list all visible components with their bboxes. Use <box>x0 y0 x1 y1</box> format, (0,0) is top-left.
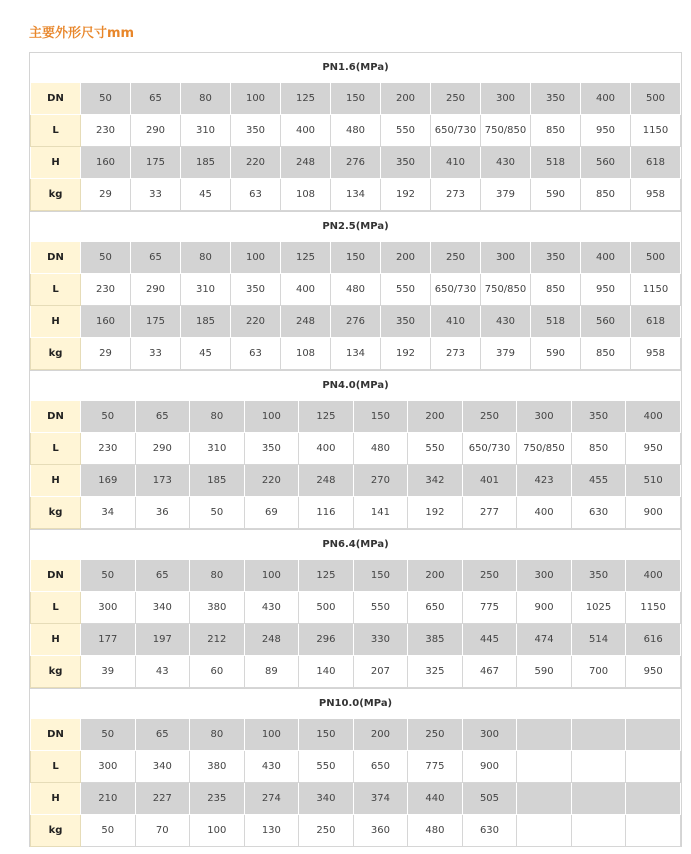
table-cell: 380 <box>190 751 245 783</box>
table-cell: 350 <box>571 560 626 592</box>
table-cell: 33 <box>131 338 181 370</box>
table-cell: 230 <box>81 433 136 465</box>
table-cell: 560 <box>581 147 631 179</box>
table-cell: 276 <box>331 147 381 179</box>
pressure-class-table <box>30 400 681 529</box>
empty-cell <box>571 783 626 815</box>
table-cell: 480 <box>353 433 408 465</box>
table-row <box>31 465 681 497</box>
table-cell: 850 <box>581 338 631 370</box>
table-cell: 200 <box>353 719 408 751</box>
table-cell: 400 <box>626 560 681 592</box>
table-cell: 175 <box>131 147 181 179</box>
table-cell: 250 <box>431 83 481 115</box>
table-cell: 230 <box>81 115 131 147</box>
table-cell: 80 <box>181 83 231 115</box>
table-cell: 310 <box>190 433 245 465</box>
table-cell: 43 <box>135 656 190 688</box>
table-cell: 340 <box>299 783 354 815</box>
table-cell: 65 <box>135 560 190 592</box>
table-cell: 45 <box>181 338 231 370</box>
table-cell: 50 <box>81 560 136 592</box>
table-cell: 34 <box>81 497 136 529</box>
table-cell: 50 <box>81 401 136 433</box>
table-cell: 775 <box>408 751 463 783</box>
table-cell: 401 <box>462 465 517 497</box>
row-label: kg <box>31 179 81 211</box>
table-cell: 618 <box>631 306 681 338</box>
table-cell: 400 <box>517 497 572 529</box>
table-cell: 650/730 <box>462 433 517 465</box>
table-cell: 400 <box>281 115 331 147</box>
table-cell: 173 <box>135 465 190 497</box>
row-label: L <box>31 592 81 624</box>
table-cell: 958 <box>631 179 681 211</box>
table-cell: 630 <box>462 815 517 847</box>
table-row <box>31 751 681 783</box>
table-cell: 100 <box>231 83 281 115</box>
table-row <box>31 719 681 751</box>
row-label: kg <box>31 497 81 529</box>
empty-cell <box>626 783 681 815</box>
pressure-class-table <box>30 241 681 370</box>
table-cell: 1150 <box>631 274 681 306</box>
empty-cell <box>517 751 572 783</box>
row-label: H <box>31 465 81 497</box>
table-cell: 410 <box>431 306 481 338</box>
table-cell: 445 <box>462 624 517 656</box>
table-cell: 950 <box>626 656 681 688</box>
row-label: L <box>31 433 81 465</box>
table-cell: 650 <box>408 592 463 624</box>
table-cell: 65 <box>135 719 190 751</box>
table-cell: 100 <box>244 719 299 751</box>
row-label: L <box>31 274 81 306</box>
table-cell: 248 <box>281 147 331 179</box>
table-cell: 300 <box>81 751 136 783</box>
table-cell: 550 <box>408 433 463 465</box>
row-label: L <box>31 115 81 147</box>
table-cell: 550 <box>381 115 431 147</box>
table-cell: 150 <box>299 719 354 751</box>
table-cell: 200 <box>408 560 463 592</box>
table-cell: 200 <box>381 83 431 115</box>
empty-cell <box>517 815 572 847</box>
table-cell: 250 <box>462 560 517 592</box>
table-cell: 29 <box>81 179 131 211</box>
row-label: kg <box>31 815 81 847</box>
row-label: kg <box>31 338 81 370</box>
table-row <box>31 83 681 115</box>
table-cell: 340 <box>135 592 190 624</box>
table-cell: 379 <box>481 179 531 211</box>
table-cell: 125 <box>299 560 354 592</box>
table-row <box>31 274 681 306</box>
empty-cell <box>571 751 626 783</box>
table-cell: 273 <box>431 179 481 211</box>
table-cell: 150 <box>331 242 381 274</box>
table-cell: 590 <box>517 656 572 688</box>
table-cell: 296 <box>299 624 354 656</box>
table-cell: 235 <box>190 783 245 815</box>
table-cell: 518 <box>531 306 581 338</box>
table-cell: 70 <box>135 815 190 847</box>
table-cell: 45 <box>181 179 231 211</box>
table-cell: 290 <box>131 115 181 147</box>
table-cell: 950 <box>581 115 631 147</box>
table-cell: 60 <box>190 656 245 688</box>
table-cell: 69 <box>244 497 299 529</box>
table-cell: 550 <box>353 592 408 624</box>
table-cell: 160 <box>81 306 131 338</box>
table-cell: 150 <box>331 83 381 115</box>
row-label: H <box>31 624 81 656</box>
table-cell: 116 <box>299 497 354 529</box>
table-cell: 108 <box>281 179 331 211</box>
table-cell: 480 <box>331 274 381 306</box>
dimensions-table <box>29 52 682 847</box>
table-cell: 200 <box>381 242 431 274</box>
section-header: PN2.5(MPa) <box>30 211 681 241</box>
table-cell: 250 <box>408 719 463 751</box>
table-cell: 430 <box>244 592 299 624</box>
table-cell: 590 <box>531 338 581 370</box>
table-cell: 80 <box>190 719 245 751</box>
row-label: DN <box>31 719 81 751</box>
table-cell: 350 <box>381 147 431 179</box>
table-cell: 350 <box>231 274 281 306</box>
table-cell: 350 <box>531 242 581 274</box>
table-row <box>31 624 681 656</box>
table-cell: 900 <box>462 751 517 783</box>
table-cell: 80 <box>190 560 245 592</box>
table-cell: 750/850 <box>517 433 572 465</box>
table-cell: 700 <box>571 656 626 688</box>
table-row <box>31 560 681 592</box>
table-cell: 616 <box>626 624 681 656</box>
table-cell: 80 <box>181 242 231 274</box>
table-cell: 273 <box>431 338 481 370</box>
table-cell: 197 <box>135 624 190 656</box>
table-cell: 430 <box>481 147 531 179</box>
table-cell: 89 <box>244 656 299 688</box>
table-cell: 63 <box>231 179 281 211</box>
table-cell: 50 <box>81 719 136 751</box>
row-label: kg <box>31 656 81 688</box>
table-row <box>31 656 681 688</box>
table-cell: 330 <box>353 624 408 656</box>
table-cell: 300 <box>462 719 517 751</box>
table-cell: 423 <box>517 465 572 497</box>
table-cell: 400 <box>281 274 331 306</box>
table-cell: 385 <box>408 624 463 656</box>
pressure-class-table <box>30 559 681 688</box>
table-cell: 400 <box>299 433 354 465</box>
table-cell: 310 <box>181 274 231 306</box>
table-row <box>31 783 681 815</box>
table-cell: 650/730 <box>431 115 481 147</box>
section-header: PN1.6(MPa) <box>30 52 681 82</box>
table-cell: 950 <box>581 274 631 306</box>
table-cell: 65 <box>131 83 181 115</box>
table-row <box>31 401 681 433</box>
empty-cell <box>571 719 626 751</box>
table-cell: 29 <box>81 338 131 370</box>
table-cell: 141 <box>353 497 408 529</box>
table-cell: 220 <box>231 147 281 179</box>
table-cell: 400 <box>626 401 681 433</box>
table-cell: 185 <box>181 147 231 179</box>
table-cell: 350 <box>244 433 299 465</box>
page-title: 主要外形尺寸mm <box>29 26 135 41</box>
table-cell: 510 <box>626 465 681 497</box>
table-cell: 380 <box>190 592 245 624</box>
table-row <box>31 306 681 338</box>
table-cell: 210 <box>81 783 136 815</box>
table-cell: 550 <box>381 274 431 306</box>
table-cell: 342 <box>408 465 463 497</box>
section-header: PN6.4(MPa) <box>30 529 681 559</box>
table-cell: 192 <box>408 497 463 529</box>
table-cell: 65 <box>135 401 190 433</box>
table-row <box>31 147 681 179</box>
table-cell: 177 <box>81 624 136 656</box>
table-row <box>31 815 681 847</box>
table-cell: 125 <box>281 242 331 274</box>
table-cell: 505 <box>462 783 517 815</box>
table-cell: 618 <box>631 147 681 179</box>
table-cell: 480 <box>331 115 381 147</box>
table-cell: 300 <box>517 560 572 592</box>
table-cell: 310 <box>181 115 231 147</box>
table-cell: 775 <box>462 592 517 624</box>
table-cell: 277 <box>462 497 517 529</box>
table-cell: 100 <box>244 560 299 592</box>
table-cell: 850 <box>581 179 631 211</box>
table-cell: 958 <box>631 338 681 370</box>
table-cell: 1150 <box>631 115 681 147</box>
table-cell: 340 <box>135 751 190 783</box>
table-cell: 350 <box>531 83 581 115</box>
table-cell: 467 <box>462 656 517 688</box>
table-cell: 80 <box>190 401 245 433</box>
row-label: DN <box>31 83 81 115</box>
table-cell: 290 <box>135 433 190 465</box>
table-cell: 514 <box>571 624 626 656</box>
table-cell: 200 <box>408 401 463 433</box>
table-cell: 518 <box>531 147 581 179</box>
table-cell: 430 <box>481 306 531 338</box>
table-cell: 192 <box>381 338 431 370</box>
row-label: L <box>31 751 81 783</box>
table-cell: 300 <box>81 592 136 624</box>
table-cell: 169 <box>81 465 136 497</box>
table-row <box>31 433 681 465</box>
table-cell: 125 <box>299 401 354 433</box>
row-label: H <box>31 147 81 179</box>
table-cell: 150 <box>353 401 408 433</box>
table-cell: 650 <box>353 751 408 783</box>
table-cell: 850 <box>571 433 626 465</box>
table-cell: 1025 <box>571 592 626 624</box>
table-cell: 270 <box>353 465 408 497</box>
table-cell: 36 <box>135 497 190 529</box>
table-cell: 248 <box>281 306 331 338</box>
empty-cell <box>626 719 681 751</box>
table-cell: 50 <box>81 83 131 115</box>
table-cell: 134 <box>331 179 381 211</box>
table-cell: 108 <box>281 338 331 370</box>
table-cell: 290 <box>131 274 181 306</box>
table-cell: 900 <box>517 592 572 624</box>
table-row <box>31 592 681 624</box>
table-cell: 410 <box>431 147 481 179</box>
table-cell: 440 <box>408 783 463 815</box>
table-cell: 140 <box>299 656 354 688</box>
table-cell: 185 <box>181 306 231 338</box>
table-cell: 250 <box>431 242 481 274</box>
table-cell: 50 <box>81 242 131 274</box>
table-cell: 63 <box>231 338 281 370</box>
pressure-class-table <box>30 82 681 211</box>
table-cell: 474 <box>517 624 572 656</box>
table-row <box>31 242 681 274</box>
section-header: PN4.0(MPa) <box>30 370 681 400</box>
table-cell: 1150 <box>626 592 681 624</box>
table-cell: 750/850 <box>481 115 531 147</box>
table-cell: 950 <box>626 433 681 465</box>
table-cell: 374 <box>353 783 408 815</box>
table-row <box>31 497 681 529</box>
table-row <box>31 179 681 211</box>
table-cell: 230 <box>81 274 131 306</box>
table-cell: 50 <box>81 815 136 847</box>
table-cell: 325 <box>408 656 463 688</box>
table-cell: 455 <box>571 465 626 497</box>
table-cell: 350 <box>231 115 281 147</box>
table-cell: 248 <box>299 465 354 497</box>
table-cell: 100 <box>231 242 281 274</box>
table-cell: 150 <box>353 560 408 592</box>
table-cell: 39 <box>81 656 136 688</box>
table-cell: 560 <box>581 306 631 338</box>
table-cell: 207 <box>353 656 408 688</box>
section-header: PN10.0(MPa) <box>30 688 681 718</box>
table-cell: 650/730 <box>431 274 481 306</box>
empty-cell <box>626 751 681 783</box>
table-cell: 379 <box>481 338 531 370</box>
table-cell: 227 <box>135 783 190 815</box>
row-label: DN <box>31 242 81 274</box>
row-label: DN <box>31 560 81 592</box>
table-cell: 50 <box>190 497 245 529</box>
table-cell: 274 <box>244 783 299 815</box>
table-cell: 590 <box>531 179 581 211</box>
table-cell: 212 <box>190 624 245 656</box>
table-cell: 185 <box>190 465 245 497</box>
table-cell: 430 <box>244 751 299 783</box>
table-cell: 850 <box>531 115 581 147</box>
table-cell: 630 <box>571 497 626 529</box>
table-cell: 33 <box>131 179 181 211</box>
table-cell: 550 <box>299 751 354 783</box>
table-cell: 220 <box>231 306 281 338</box>
empty-cell <box>571 815 626 847</box>
table-cell: 175 <box>131 306 181 338</box>
table-cell: 350 <box>571 401 626 433</box>
table-cell: 500 <box>299 592 354 624</box>
table-cell: 100 <box>190 815 245 847</box>
table-cell: 400 <box>581 83 631 115</box>
table-cell: 160 <box>81 147 131 179</box>
table-cell: 480 <box>408 815 463 847</box>
empty-cell <box>517 719 572 751</box>
table-cell: 134 <box>331 338 381 370</box>
table-cell: 500 <box>631 242 681 274</box>
table-cell: 65 <box>131 242 181 274</box>
table-cell: 220 <box>244 465 299 497</box>
table-cell: 350 <box>381 306 431 338</box>
table-cell: 360 <box>353 815 408 847</box>
table-cell: 125 <box>281 83 331 115</box>
table-cell: 250 <box>299 815 354 847</box>
table-cell: 300 <box>481 242 531 274</box>
row-label: H <box>31 306 81 338</box>
table-cell: 500 <box>631 83 681 115</box>
row-label: H <box>31 783 81 815</box>
table-cell: 300 <box>481 83 531 115</box>
table-cell: 100 <box>244 401 299 433</box>
table-row <box>31 338 681 370</box>
empty-cell <box>626 815 681 847</box>
pressure-class-table <box>30 718 681 847</box>
table-cell: 400 <box>581 242 631 274</box>
table-cell: 750/850 <box>481 274 531 306</box>
table-cell: 850 <box>531 274 581 306</box>
row-label: DN <box>31 401 81 433</box>
table-cell: 300 <box>517 401 572 433</box>
table-cell: 250 <box>462 401 517 433</box>
table-cell: 130 <box>244 815 299 847</box>
table-cell: 192 <box>381 179 431 211</box>
table-row <box>31 115 681 147</box>
empty-cell <box>517 783 572 815</box>
table-cell: 248 <box>244 624 299 656</box>
table-cell: 900 <box>626 497 681 529</box>
table-cell: 276 <box>331 306 381 338</box>
